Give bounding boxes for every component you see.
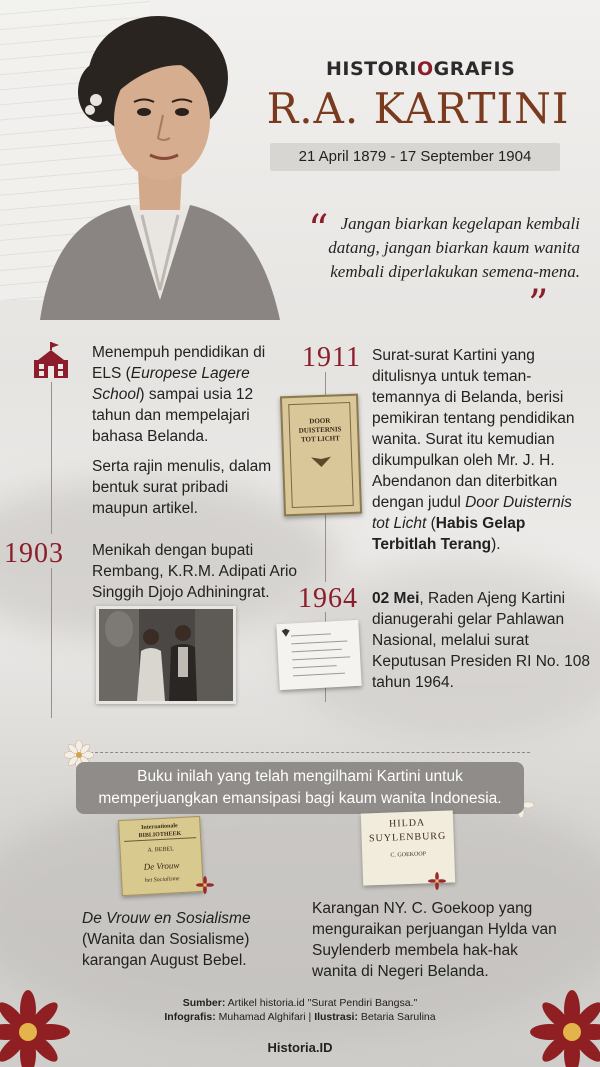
year-1911: 1911: [302, 342, 361, 373]
bebel-book-title: De Vrouw en Sosialisme: [82, 910, 251, 927]
source-line: [100, 996, 500, 1010]
book-cover-title: HILDA: [388, 817, 426, 830]
red-flower-icon: [0, 990, 70, 1067]
life-dates: 21 April 1879 - 17 September 1904: [270, 143, 560, 171]
book-cover-title: DOOR DUISTERNIS TOT LICHT: [298, 416, 342, 444]
kartini-portrait-illustration: [20, 0, 290, 320]
presidential-decree-document: [276, 620, 361, 690]
timeline-line-left: [51, 568, 52, 718]
wedding-photo-image: [99, 609, 233, 701]
winged-emblem-icon: [309, 455, 333, 470]
infographic-author: Muhamad Alghifari |: [215, 1011, 315, 1023]
small-flower-icon: [196, 876, 214, 894]
document-line: [292, 649, 342, 653]
letters-text: [372, 345, 592, 555]
hero-award-text: [372, 588, 594, 693]
year-1964: 1964: [298, 583, 358, 614]
education-text-part: ) sampai usia 12 tahun dan mempelajari bahasa Belanda.: [92, 386, 254, 445]
document-line: [291, 633, 331, 636]
book-author-label: C. GOEKOOP: [390, 851, 427, 859]
education-text-part: Menempuh pendidikan di ELS (: [92, 344, 266, 382]
document-line: [291, 641, 347, 645]
marriage-text: Menikah dengan bupati Rembang, K.R.M. Adipati Ario Singgih Djojo Adhiningrat.: [92, 542, 298, 601]
door-duisternis-book-cover: [280, 394, 362, 517]
book-title-dutch: Door Duisternis tot Licht: [372, 494, 572, 532]
document-line: [293, 665, 337, 668]
de-vrouw-book-cover: [118, 816, 204, 896]
book-cover-title: SUYLENBURG: [368, 830, 447, 845]
brand-suffix: GRAFIS: [433, 58, 516, 80]
page-title: R.A. KARTINI: [266, 84, 570, 133]
book-series-label: Internationale BIBLIOTHEEK: [123, 821, 196, 842]
section-divider: [80, 752, 530, 753]
book-title-indonesian: Habis Gelap Terbitlah Terang: [372, 515, 526, 553]
red-flower-icon: [530, 990, 600, 1067]
illustration-label: Ilustrasi:: [314, 1011, 358, 1023]
els-name: Europese Lagere School: [92, 365, 250, 403]
credits: [100, 996, 500, 1024]
book-author-label: A. BEBEL: [147, 846, 174, 854]
brand-o: O: [416, 58, 434, 80]
brand-prefix: HISTORI: [326, 58, 417, 80]
source-text: Artikel historia.id "Surat Pendiri Bangsa.": [225, 997, 418, 1009]
award-text: , Raden Ajeng Kartini dianugerahi gelar Pahlawan Nasional, melalui surat Keputusan Presiden RI No. 108 tahun 1964.: [372, 590, 590, 691]
authors-line: [100, 1010, 500, 1024]
inspiration-banner: Buku inilah yang telah mengilhami Kartini untuk memperjuangkan emansipasi bagi kaum wanita Indonesia.: [76, 762, 524, 814]
infographic-page: HISTORIOGRAFIS R.A. KARTINI 21 April 1879 - 17 September 1904 “ Jangan biarkan kegelapan kembali datang, jangan biarkan kaum wanita kembali diperlakukan semena-mena. ” Menempuh pendidikan di ELS (Europese Lagere School) sampai usia 12 tahun dan mempelajari bahasa Belanda. Serta rajin menulis, dalam bentuk surat pribadi maupun artikel. 1903 Menikah dengan bupati Rembang, K.R.M. Adipati Ario Singgih Djojo Adhiningrat. 1911 DOOR DUISTERNIS TOT LICHT Surat-surat Kartini yang ditulisnya untuk teman-temannya di Belanda, berisi pemikiran tentang pendidikan wanita. Surat itu kemudian dikumpulkan oleh Mr. J. H. Abendanon dan diterbitkan dengan judul Door Duisternis tot Licht (Habis Gelap Terbitlah Terang). 1964 02 Mei, Raden Ajeng Kartini dianugerahi gelar Pahlawan Nasional, melalui surat Keputusan Presiden RI No. 108 tahun 1964. Buku inilah yang telah mengilhami Kartini untuk memperjuangkan emansipasi bagi kaum wanita Indonesia. Internationale BIBLIOTHEEK A. BEBEL De Vrouw het Socialisme De Vrouw en Sosialisme (Wanita dan Sosialisme) karangan August Bebel. HILDA SUYLENBURG C. GOEKOOP Karangan NY. C. Goekoop yang menguraikan perjuangan Hylda van Suylenderb membela hak-hak wanita di Negeri Belanda. Sumber: Artikel historia.id "Surat Pendiri Bangsa." Infografis: Muhamad Alghifari | Ilustrasi: Betaria Sarulina Historia.ID: [0, 0, 600, 1067]
quote-text: Jangan biarkan kegelapan kembali datang, jangan biarkan kaum wanita kembali diperlakukan semena-mena.: [328, 214, 580, 281]
school-icon: [32, 340, 70, 380]
source-label: Sumber:: [182, 997, 226, 1009]
book-cover-subtitle: het Socialisme: [144, 876, 180, 884]
letters-text-part: ).: [491, 536, 501, 553]
letters-text-part: Surat-surat Kartini yang ditulisnya untuk teman-temannya di Belanda, berisi pemikiran tentang pendidikan wanita. Surat itu kemudian dikumpulkan oleh Mr. J. H. Abendanon dan diterbitkan dengan judul: [372, 347, 575, 511]
timeline-line-left: [51, 382, 52, 534]
document-line: [293, 673, 345, 677]
garuda-emblem-icon: [281, 627, 292, 638]
small-flower-icon: [428, 872, 446, 890]
year-1903: 1903: [4, 538, 64, 569]
book-cover-title: De Vrouw: [143, 860, 180, 872]
illustration-author: Betaria Sarulina: [357, 1011, 436, 1023]
letters-text-part: (: [426, 515, 436, 532]
wedding-photo: [96, 606, 236, 704]
award-date: 02 Mei: [372, 590, 420, 607]
bebel-description: (Wanita dan Sosialisme) karangan August Bebel.: [82, 931, 250, 969]
writing-text: Serta rajin menulis, dalam bentuk surat pribadi maupun artikel.: [92, 458, 272, 517]
goekoop-caption: Karangan NY. C. Goekoop yang menguraikan perjuangan Hylda van Suylenderb membela hak-hak wanita di Negeri Belanda.: [312, 900, 557, 980]
historia-logo: Historia.ID: [267, 1040, 333, 1055]
document-line: [292, 656, 350, 660]
infographic-label: Infografis:: [164, 1011, 216, 1023]
bebel-caption: [82, 908, 282, 971]
education-text: [92, 342, 272, 447]
historiografis-logo: [326, 58, 515, 80]
